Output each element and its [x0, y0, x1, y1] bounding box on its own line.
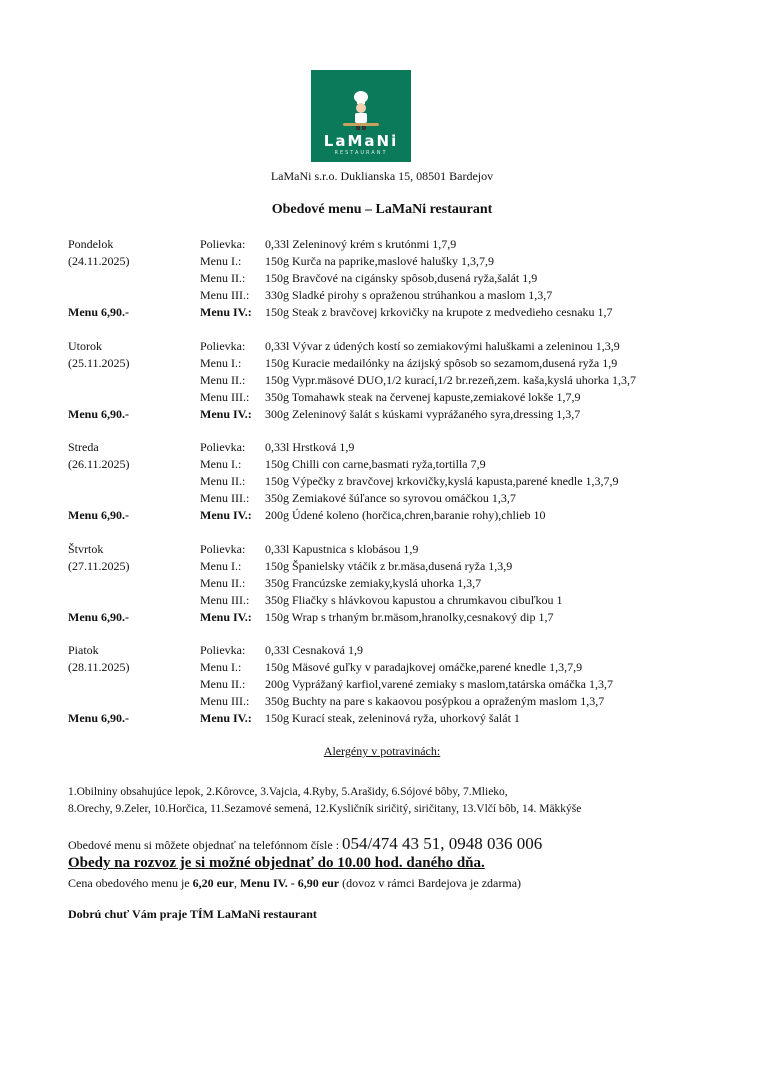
- menu-item: 150g Výpečky z bravčovej krkovičky,kyslá kapusta,parené knedle 1,3,7,9: [265, 474, 619, 488]
- menu-label: Menu I.:: [200, 254, 242, 268]
- price-suffix: (dovoz v rámci Bardejova je zdarma): [339, 876, 522, 890]
- day-price: Menu 6,90.-: [68, 609, 129, 624]
- menu-label: Menu II.:: [200, 271, 246, 285]
- menu-label: Menu II.:: [200, 575, 246, 590]
- order-text: Obedové menu si môžete objednať na telefónnom čísle :: [68, 838, 343, 852]
- restaurant-logo: [311, 70, 411, 162]
- menu-label: Menu II.:: [200, 677, 246, 691]
- day-monday: [68, 236, 748, 338]
- day-wednesday: [68, 439, 748, 541]
- signoff: Dobrú chuť Vám praje TÍM LaMaNi restaurant: [68, 907, 317, 921]
- day-date: (26.11.2025): [68, 457, 130, 471]
- menu-label: Menu I.:: [200, 355, 242, 370]
- day-name: Piatok: [68, 643, 99, 657]
- menu-label: Menu IV.:: [200, 711, 252, 725]
- menu-item: 150g Chilli con carne,basmati ryža,tortilla 7,9: [265, 457, 486, 471]
- menu-label: Polievka:: [200, 541, 246, 556]
- day-name: Utorok: [68, 338, 102, 353]
- price-standard: 6,20 eur: [192, 876, 234, 890]
- day-name: Streda: [68, 440, 99, 454]
- menu-label: Polievka:: [200, 643, 246, 657]
- menu-item: 150g Španielsky vtáčik z br.mäsa,dusená ryža 1,3,9: [265, 558, 513, 573]
- menu-item: 150g Steak z bravčovej krkovičky na krupote z medvedieho cesnaku 1,7: [265, 305, 613, 319]
- menu-item: 350g Buchty na pare s kakaovou posýpkou a opraženým maslom 1,3,7: [265, 694, 605, 708]
- menu-item: 150g Bravčové na cigánsky spôsob,dusená ryža,šalát 1,9: [265, 271, 538, 285]
- menu-item: 350g Francúzske zemiaky,kyslá uhorka 1,3,7: [265, 575, 482, 590]
- phone-number: 054/474 43 51, 0948 036 006: [342, 834, 543, 853]
- menu-label: Menu IV.:: [200, 406, 252, 421]
- menu-label: Menu III.:: [200, 288, 250, 302]
- menu-item: 200g Údené koleno (horčica,chren,baranie rohy),chlieb 10: [265, 508, 546, 522]
- menu-item: 150g Wrap s trhaným br.mäsom,hranolky,cesnakový dip 1,7: [265, 609, 554, 624]
- menu-label: Menu II.:: [200, 372, 246, 387]
- menu-item: 350g Fliačky s hlávkovou kapustou a chrumkavou cibuľkou 1: [265, 592, 563, 607]
- menu-label: Menu III.:: [200, 491, 250, 505]
- price-info: [68, 876, 521, 891]
- weekly-menu: [68, 236, 748, 744]
- menu-item: 0,33l Vývar z údených kostí so zemiakovými haluškami a zeleninou 1,3,9: [265, 338, 620, 353]
- menu-label: Menu IV.:: [200, 305, 252, 319]
- day-price: Menu 6,90.-: [68, 406, 129, 421]
- menu-item: 0,33l Cesnaková 1,9: [265, 643, 363, 657]
- page-title: Obedové menu – LaMaNi restaurant: [271, 202, 493, 217]
- menu-item: 150g Kurča na paprike,maslové halušky 1,3,7,9: [265, 254, 494, 268]
- menu-item: 330g Sladké pirohy s opraženou strúhankou a maslom 1,3,7: [265, 288, 553, 302]
- menu-label: Menu I.:: [200, 558, 242, 573]
- allergens-line: 8.Orechy, 9.Zeler, 10.Horčica, 11.Sezamové semená, 12.Kysličník siričitý, siričitany, 13.Vlčí bôb, 14. Mäkkýše: [68, 803, 582, 815]
- menu-label: Menu IV.:: [200, 609, 252, 624]
- menu-label: Menu III.:: [200, 592, 250, 607]
- order-deadline: Obedy na rozvoz je si možné objednať do 10.00 hod. daného dňa.: [68, 855, 485, 871]
- menu-item: 0,33l Hrstková 1,9: [265, 440, 355, 454]
- menu-label: Menu III.:: [200, 694, 250, 708]
- menu-label: Menu II.:: [200, 474, 246, 488]
- day-date: (27.11.2025): [68, 558, 130, 573]
- logo-subtitle: RESTAURANT: [334, 150, 388, 156]
- price-prefix: Cena obedového menu je: [68, 876, 193, 890]
- menu-label: Polievka:: [200, 338, 246, 353]
- menu-item: 300g Zeleninový šalát s kúskami vyprážaného syra,dressing 1,3,7: [265, 406, 581, 421]
- menu-item: 150g Kuracie medailónky na ázijský spôsob so sezamom,dusená ryža 1,9: [265, 355, 618, 370]
- day-date: (25.11.2025): [68, 355, 130, 370]
- day-price: Menu 6,90.-: [68, 508, 129, 522]
- menu-item: 350g Zemiakové šúľance so syrovou omáčkou 1,3,7: [265, 491, 516, 505]
- menu-item: 350g Tomahawk steak na červenej kapuste,zemiakové lokše 1,7,9: [265, 389, 581, 404]
- menu-label: Menu I.:: [200, 660, 242, 674]
- day-price: Menu 6,90.-: [68, 711, 129, 725]
- price-menu-iv: Menu IV. - 6,90 eur: [239, 876, 340, 890]
- day-date: (28.11.2025): [68, 660, 130, 674]
- menu-item: 150g Mäsové guľky v paradajkovej omáčke,parené knedle 1,3,7,9: [265, 660, 583, 674]
- day-date: (24.11.2025): [68, 254, 130, 268]
- menu-item: 150g Vypr.mäsové DUO,1/2 kurací,1/2 br.rezeň,zem. kaša,kyslá uhorka 1,3,7: [265, 372, 637, 387]
- menu-item: 150g Kurací steak, zeleninová ryža, uhorkový šalát 1: [265, 711, 520, 725]
- day-name: Pondelok: [68, 237, 114, 251]
- day-friday: [68, 642, 748, 744]
- day-tuesday: [68, 338, 748, 440]
- menu-item: 0,33l Zeleninový krém s krutónmi 1,7,9: [265, 237, 457, 251]
- price-separator: ,: [233, 876, 240, 890]
- day-price: Menu 6,90.-: [68, 305, 129, 319]
- menu-item: 0,33l Kapustnica s klobásou 1,9: [265, 541, 419, 556]
- company-address: LaMaNi s.r.o. Duklianska 15, 08501 Bardejov: [270, 169, 494, 183]
- day-thursday: [68, 541, 748, 643]
- menu-label: Menu IV.:: [200, 508, 252, 522]
- menu-label: Polievka:: [200, 440, 246, 454]
- allergens-list: [68, 784, 581, 818]
- allergens-title: Alergény v potravinách:: [323, 744, 441, 758]
- logo-name: LaMaNi: [323, 132, 399, 150]
- allergens-line: 1.Obilniny obsahujúce lepok, 2.Kôrovce, 3.Vajcia, 4.Ryby, 5.Arašidy, 6.Sójové bôby, 7.Mlieko,: [68, 786, 508, 798]
- order-info: [68, 834, 542, 854]
- menu-label: Menu I.:: [200, 457, 242, 471]
- menu-label: Polievka:: [200, 237, 246, 251]
- menu-item: 200g Vyprážaný karfiol,varené zemiaky s maslom,tatárska omáčka 1,3,7: [265, 677, 613, 691]
- menu-label: Menu III.:: [200, 389, 250, 404]
- day-name: Štvrtok: [68, 541, 104, 556]
